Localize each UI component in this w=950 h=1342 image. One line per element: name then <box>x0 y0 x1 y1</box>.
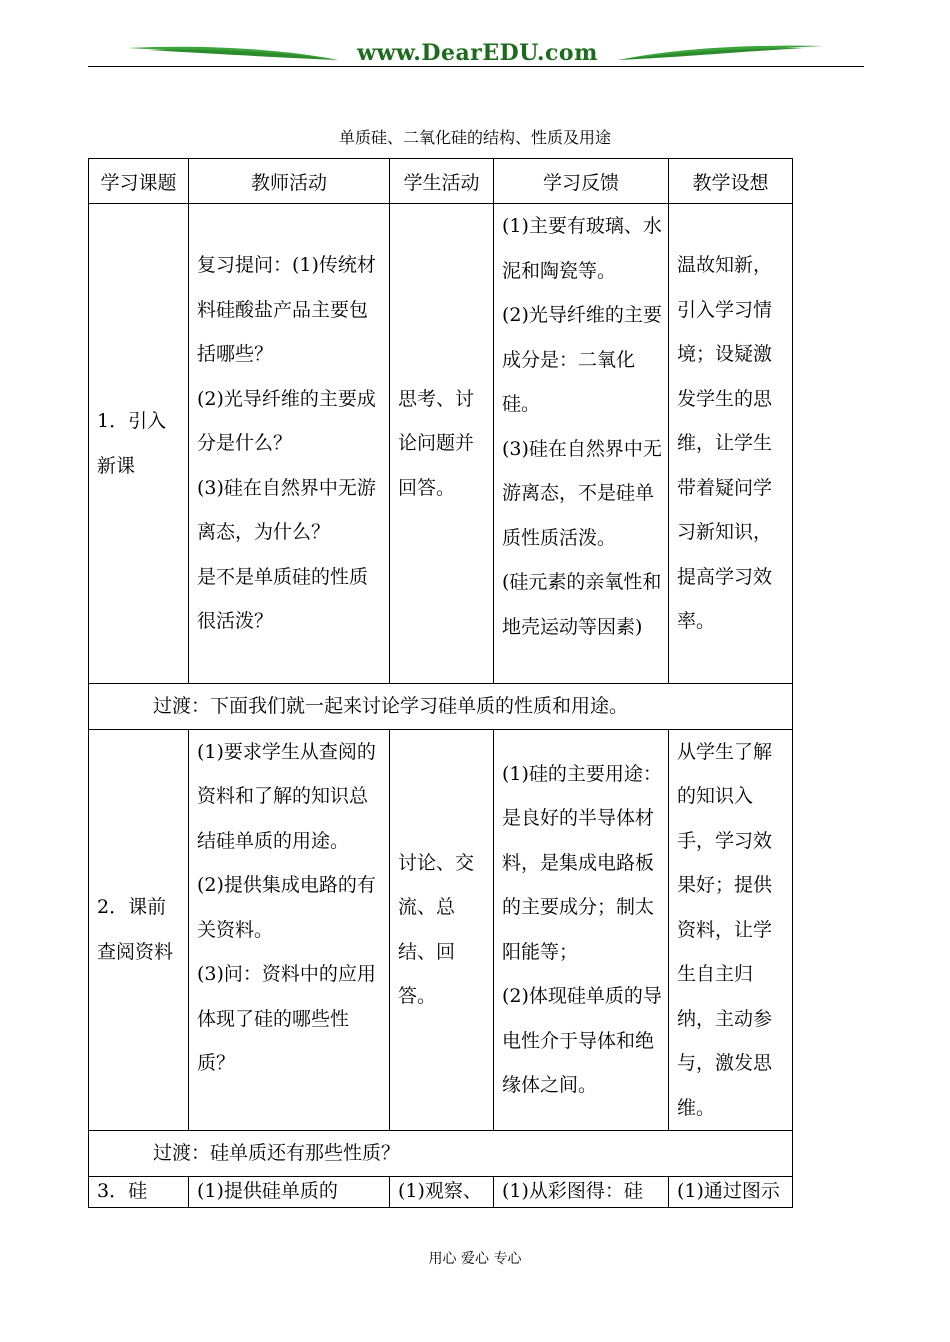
row1-design: 温故知新，引入学习情境；设疑激发学生的思维，让学生带着疑问学习新知识，提高学习效率。 <box>669 204 793 684</box>
row1-feedback: (1)主要有玻璃、水泥和陶瓷等。 (2)光导纤维的主要成分是：二氧化硅。 (3)硅在自然界中无游离态，不是硅单质性质活泼。 (硅元素的亲氧性和地壳运动等因素) <box>494 204 669 684</box>
lesson-plan-table <box>88 158 793 1208</box>
header-learning-feedback: 学习反馈 <box>494 159 669 204</box>
row1-teacher: 复习提问：(1)传统材料硅酸盐产品主要包括哪些？ (2)光导纤维的主要成分是什么？ (3)硅在自然界中无游离态，为什么？ 是不是单质硅的性质很活泼？ <box>189 204 390 684</box>
header-student-activity: 学生活动 <box>390 159 494 204</box>
document-title: 单质硅、二氧化硅的结构、性质及用途 <box>338 128 611 147</box>
table-header-row <box>89 159 793 204</box>
table-row <box>89 1131 793 1177</box>
transition-row-1: 过渡：下面我们就一起来讨论学习硅单质的性质和用途。 <box>89 684 793 730</box>
row3-student: (1)观察、 <box>390 1176 494 1207</box>
row3-design: (1)通过图示 <box>669 1176 793 1207</box>
transition-row-2: 过渡：硅单质还有那些性质？ <box>89 1131 793 1177</box>
header-topic: 学习课题 <box>89 159 189 204</box>
row2-student: 讨论、交流、总结、回答。 <box>390 729 494 1131</box>
table-row <box>89 729 793 1131</box>
row2-topic: 2．课前查阅资料 <box>89 729 189 1131</box>
row2-teacher: (1)要求学生从查阅的资料和了解的知识总结硅单质的用途。 (2)提供集成电路的有关资料。 (3)问：资料中的应用体现了硅的哪些性质？ <box>189 729 390 1131</box>
table-row <box>89 204 793 684</box>
row1-student: 思考、讨论问题并回答。 <box>390 204 494 684</box>
row1-topic: 1．引入新课 <box>89 204 189 684</box>
table-row <box>89 684 793 730</box>
row2-design: 从学生了解的知识入手，学习效果好；提供资料，让学生自主归纳，主动参与，激发思维。 <box>669 729 793 1131</box>
row3-feedback: (1)从彩图得：硅 <box>494 1176 669 1207</box>
row2-feedback: (1)硅的主要用途：是良好的半导体材料，是集成电路板的主要成分；制太阳能等； (2)体现硅单质的导电性介于导体和绝缘体之间。 <box>494 729 669 1131</box>
header-teaching-design: 教学设想 <box>669 159 793 204</box>
row3-teacher: (1)提供硅单质的 <box>189 1176 390 1207</box>
row3-topic: 3．硅 <box>89 1176 189 1207</box>
header-teacher-activity: 教师活动 <box>189 159 390 204</box>
site-logo: www.DearEDU.com <box>357 40 598 66</box>
table-row <box>89 1176 793 1207</box>
header-divider <box>88 66 864 67</box>
page-footer: 用心 爱心 专心 <box>428 1251 522 1267</box>
